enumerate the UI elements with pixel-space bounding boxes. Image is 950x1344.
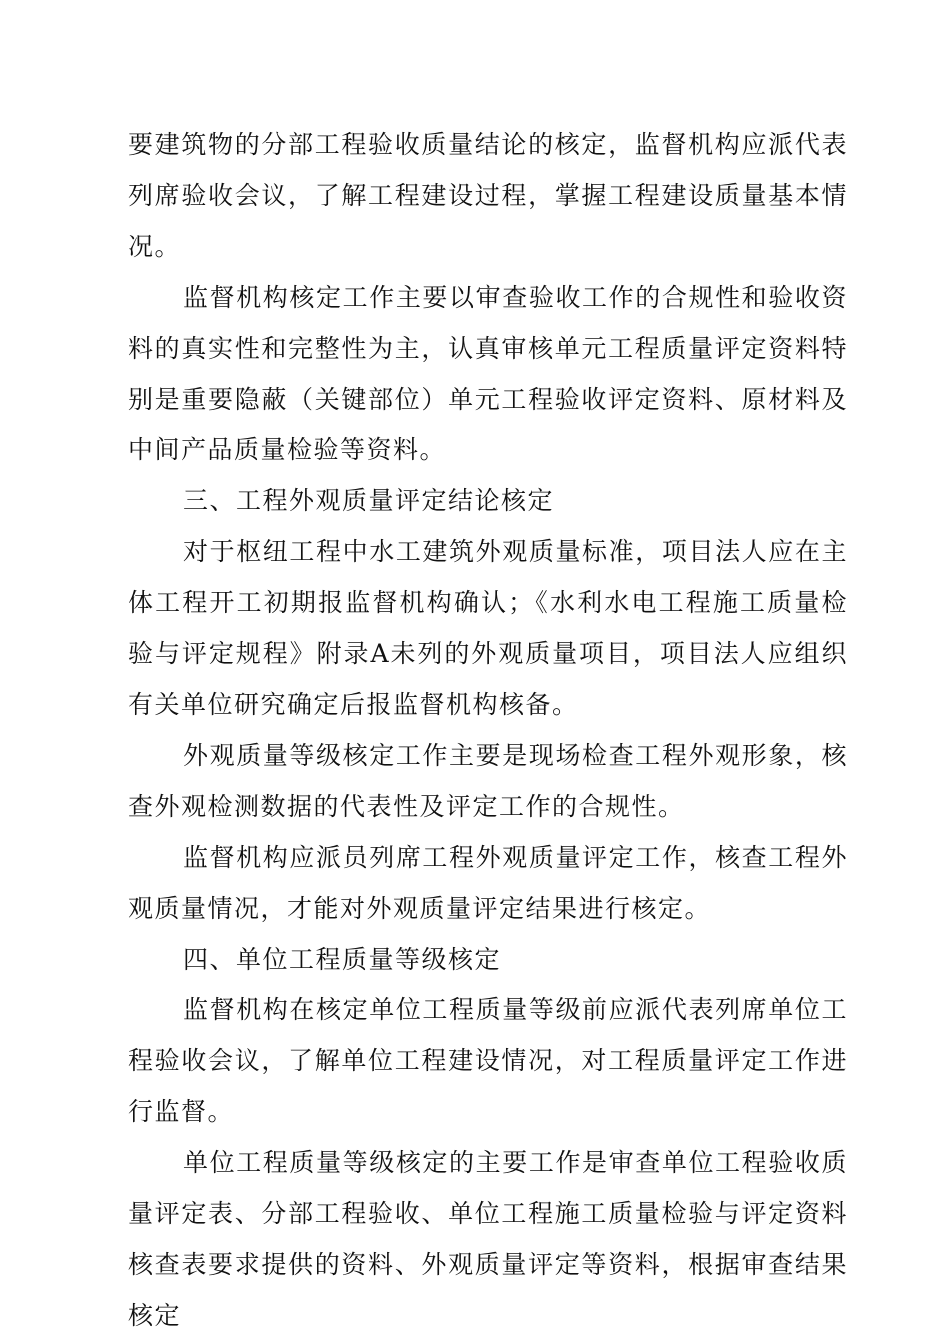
paragraph-review-scope: 监督机构核定工作主要以审查验收工作的合规性和验收资料的真实性和完整性为主，认真审核单元工程质量评定资料特别是重要隐蔽（关键部位）单元工程验收评定资料、原材料及中间产品质量检验等资料。: [128, 282, 848, 465]
section-heading-appearance-quality: 三、工程外观质量评定结论核定: [183, 486, 555, 516]
paragraph-appearance-attendance: 监督机构应派员列席工程外观质量评定工作，核查工程外观质量情况，才能对外观质量评定结果进行核定。: [128, 842, 848, 923]
paragraph-appearance-standard: 对于枢纽工程中水工建筑外观质量标准，项目法人应在主体工程开工初期报监督机构确认；《水利水电工程施工质量检验与评定规程》附录A未列的外观质量项目，项目法人应组织有关单位研究确定后报监督机构核备。: [128, 537, 848, 719]
document-body: [128, 120, 848, 1342]
paragraph-unit-project-meeting: 监督机构在核定单位工程质量等级前应派代表列席单位工程验收会议，了解单位工程建设情况，对工程质量评定工作进行监督。: [128, 995, 848, 1127]
paragraph-continuation: 要建筑物的分部工程验收质量结论的核定，监督机构应派代表列席验收会议，了解工程建设过程，掌握工程建设质量基本情况。: [128, 130, 848, 261]
paragraph-unit-project-review: 单位工程质量等级核定的主要工作是审查单位工程验收质量评定表、分部工程验收、单位工程施工质量检验与评定资料核查表要求提供的资料、外观质量评定等资料，根据审查结果核定: [128, 1148, 848, 1330]
paragraph-appearance-grade-work: 外观质量等级核定工作主要是现场检查工程外观形象，核查外观检测数据的代表性及评定工作的合规性。: [128, 740, 848, 821]
section-heading-unit-project-grade: 四、单位工程质量等级核定: [183, 944, 502, 974]
